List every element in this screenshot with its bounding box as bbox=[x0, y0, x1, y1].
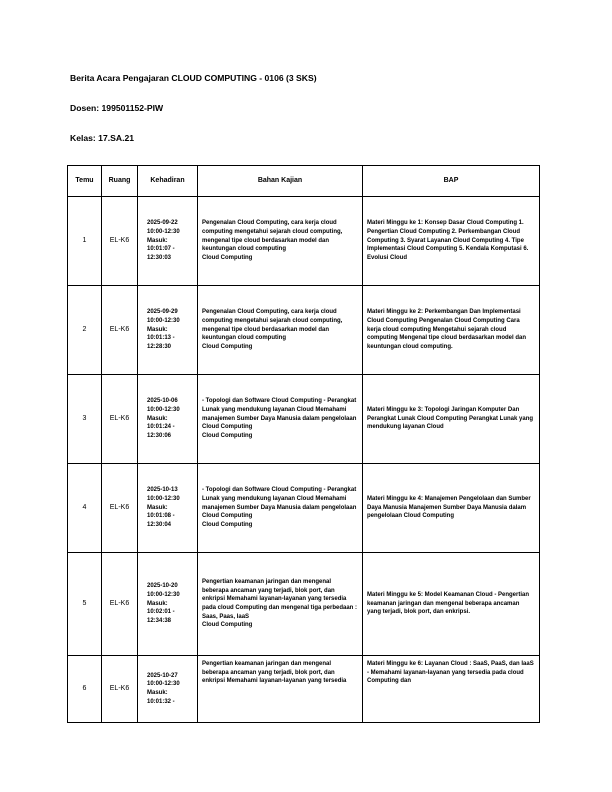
bap-cell: Materi Minggu ke 1: Konsep Dasar Cloud Computing 1. Pengertian Cloud Computing 2. Perkembangan Cloud Computing 3. Syarat Layanan Cloud Computing 4. Tipe Implementasi Cloud Computing 5. Kendala Komputasi 6. Evolusi Cloud bbox=[363, 197, 540, 286]
bahan-kajian-text: Pengertian keamanan jaringan dan mengenal beberapa ancaman yang terjadi, blok port, dan enkripsi Memahami layanan-layanan yang tersedia bbox=[202, 661, 347, 685]
bap-cell: Materi Minggu ke 2: Perkembangan Dan Implementasi Cloud Computing Pengenalan Cloud Computing Cara kerja cloud computing Mengetahui sejarah cloud computing Mengenal tipe cloud berdasarkan model dan keuntungan cloud computing. bbox=[363, 286, 540, 375]
ruang-cell: EL-K6 bbox=[102, 464, 138, 553]
bahan-kajian-cell: Pengertian keamanan jaringan dan mengenal beberapa ancaman yang terjadi, blok port, dan enkripsi Memahami layanan-layanan yang tersedia pada cloud Computing dan mengenal tiga perbedaan : Saas, Paas, IaaS Cloud Computing bbox=[198, 553, 363, 656]
table-row bbox=[68, 656, 540, 723]
ruang-cell: EL-K6 bbox=[102, 656, 138, 723]
col-header-bahan-kajian: Bahan Kajian bbox=[198, 166, 363, 197]
temu-cell: 5 bbox=[68, 553, 102, 656]
temu-cell: 3 bbox=[68, 375, 102, 464]
bahan-kajian-cell: - Topologi dan Software Cloud Computing - Perangkat Lunak yang mendukung layanan Cloud Memahami manajemen Sumber Daya Manusia dalam pengelolaan Cloud Computing Cloud Computing bbox=[198, 464, 363, 553]
kehadiran-cell: 2025-09-22 10:00-12:30 Masuk: 10:01:07 - 12:30:03 bbox=[138, 197, 198, 286]
col-header-temu: Temu bbox=[68, 166, 102, 197]
table-row bbox=[68, 197, 540, 286]
temu-cell: 1 bbox=[68, 197, 102, 286]
table-header-row bbox=[68, 166, 540, 197]
table-row bbox=[68, 464, 540, 553]
bahan-kajian-cell: - Topologi dan Software Cloud Computing - Perangkat Lunak yang mendukung layanan Cloud Memahami manajemen Sumber Daya Manusia dalam pengelolaan Cloud Computing Cloud Computing bbox=[198, 375, 363, 464]
dosen-label: Dosen: 199501152-PIW bbox=[70, 103, 164, 113]
ruang-cell: EL-K6 bbox=[102, 375, 138, 464]
kehadiran-cell: 2025-09-29 10:00-12:30 Masuk: 10:01:13 - 12:28:30 bbox=[138, 286, 198, 375]
bahan-kajian-cell bbox=[198, 656, 363, 723]
bap-cell: Materi Minggu ke 3: Topologi Jaringan Komputer Dan Perangkat Lunak Cloud Computing Perangkat Lunak yang mendukung layanan Cloud bbox=[363, 375, 540, 464]
col-header-ruang: Ruang bbox=[102, 166, 138, 197]
page-title: Berita Acara Pengajaran CLOUD COMPUTING - 0106 (3 SKS) bbox=[70, 73, 317, 83]
bahan-kajian-cell: Pengenalan Cloud Computing, cara kerja cloud computing mengetahui sejarah cloud computing, mengenal tipe cloud berdasarkan model dan keuntungan cloud computing Cloud Computing bbox=[198, 286, 363, 375]
kehadiran-cell: 2025-10-13 10:00-12:30 Masuk: 10:01:08 - 12:30:04 bbox=[138, 464, 198, 553]
bap-text: Materi Minggu ke 6: Layanan Cloud : SaaS, PaaS, dan IaaS - Memahami layanan-layanan yang tersedia pada cloud Computing dan bbox=[367, 661, 534, 685]
temu-cell: 6 bbox=[68, 656, 102, 723]
col-header-kehadiran: Kehadiran bbox=[138, 166, 198, 197]
kelas-label: Kelas: 17.SA.21 bbox=[70, 133, 135, 143]
col-header-bap: BAP bbox=[363, 166, 540, 197]
bap-cell: Materi Minggu ke 5: Model Keamanan Cloud - Pengertian keamanan jaringan dan mengenal beberapa ancaman yang terjadi, blok port, dan enkripsi. bbox=[363, 553, 540, 656]
ruang-cell: EL-K6 bbox=[102, 553, 138, 656]
kehadiran-cell: 2025-10-27 10:00-12:30 Masuk: 10:01:32 - bbox=[138, 656, 198, 723]
table-row bbox=[68, 375, 540, 464]
bahan-kajian-cell: Pengenalan Cloud Computing, cara kerja cloud computing mengetahui sejarah cloud computing, mengenal tipe cloud berdasarkan model dan keuntungan cloud computing Cloud Computing bbox=[198, 197, 363, 286]
bap-cell: Materi Minggu ke 4: Manajemen Pengelolaan dan Sumber Daya Manusia Manajemen Sumber Daya Manusia dalam pengelolaan Cloud Computing bbox=[363, 464, 540, 553]
table-row bbox=[68, 286, 540, 375]
table-row bbox=[68, 553, 540, 656]
kehadiran-cell: 2025-10-06 10:00-12:30 Masuk: 10:01:24 - 12:30:06 bbox=[138, 375, 198, 464]
temu-cell: 2 bbox=[68, 286, 102, 375]
bap-cell bbox=[363, 656, 540, 723]
ruang-cell: EL-K6 bbox=[102, 197, 138, 286]
ruang-cell: EL-K6 bbox=[102, 286, 138, 375]
kehadiran-cell: 2025-10-20 10:00-12:30 Masuk: 10:02:01 - 12:34:38 bbox=[138, 553, 198, 656]
temu-cell: 4 bbox=[68, 464, 102, 553]
bap-table bbox=[67, 165, 540, 723]
